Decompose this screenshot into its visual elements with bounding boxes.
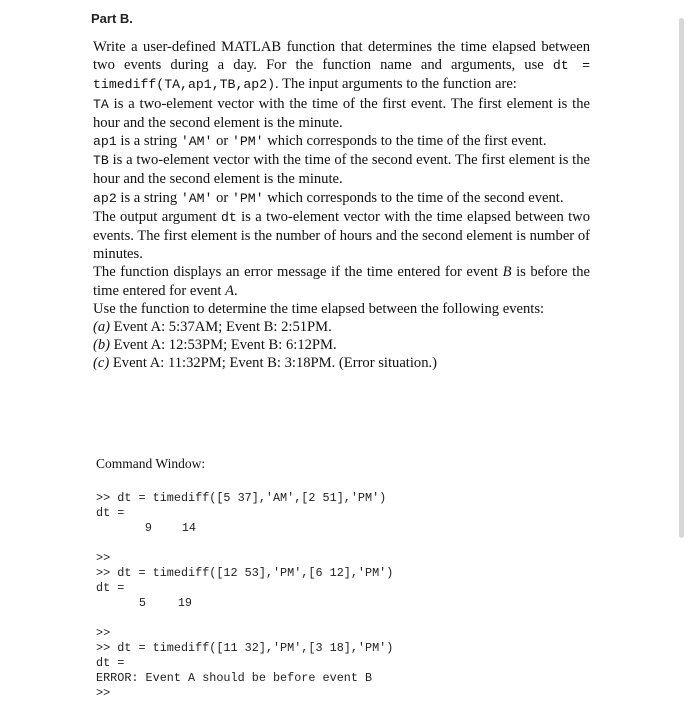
event-item-c: (c) Event A: 11:32PM; Event B: 3:18PM. (Error situation.) bbox=[93, 355, 438, 372]
console-result-row bbox=[96, 521, 576, 536]
console-command: >> dt = timediff([11 32],'PM',[3 18],'PM') bbox=[96, 641, 394, 655]
use-paragraph: Use the function to determine the time elapsed between the following events: bbox=[93, 300, 545, 317]
arg-name: TB bbox=[93, 153, 109, 169]
console-error: ERROR: Event A should be before event B bbox=[96, 671, 373, 685]
console-prompt: >> bbox=[96, 626, 111, 640]
problem-text bbox=[93, 38, 590, 373]
arg-name: TA bbox=[93, 96, 109, 112]
console-command: >> dt = timediff([5 37],'AM',[2 51],'PM') bbox=[96, 491, 387, 505]
console-dt-label: dt = bbox=[96, 581, 125, 595]
result-minutes: 19 bbox=[177, 596, 192, 610]
event-item-a: (a) Event A: 5:37AM; Event B: 2:51PM. bbox=[93, 319, 332, 336]
function-signature: dt = timediff(TA,ap1,TB,ap2) bbox=[93, 58, 590, 93]
console-dt-label: dt = bbox=[96, 656, 125, 670]
intro-paragraph: Write a user-defined MATLAB function that determines the time elapsed between two events during a day. For the function name and arguments, use dt = timediff(TA,ap1,TB,ap2). The input arguments to the function are: bbox=[93, 39, 590, 93]
arg-ap2: ap2 is a string 'AM' or 'PM' which corresponds to the time of the second event. bbox=[93, 189, 564, 206]
console-dt-label: dt = bbox=[96, 506, 125, 520]
console-result-row bbox=[96, 596, 576, 611]
arg-name: ap1 bbox=[93, 134, 117, 150]
console-prompt: >> bbox=[96, 551, 111, 565]
result-hours: 5 bbox=[138, 596, 146, 610]
arg-tb: TB is a two-element vector with the time of the second event. The first element is the hour and the second element is the minute. bbox=[93, 152, 590, 188]
scrollbar[interactable] bbox=[679, 18, 684, 538]
command-window-title: Command Window: bbox=[96, 456, 206, 471]
error-paragraph: The function displays an error message if the time entered for event B is before the time entered for event A. bbox=[93, 264, 591, 299]
event-item-b: (b) Event A: 12:53PM; Event B: 6:12PM. bbox=[93, 337, 337, 354]
console-command: >> dt = timediff([12 53],'PM',[6 12],'PM') bbox=[96, 566, 394, 580]
arg-name: ap2 bbox=[93, 190, 117, 206]
part-heading: Part B. bbox=[91, 11, 133, 26]
result-minutes: 14 bbox=[181, 521, 196, 535]
output-paragraph: The output argument dt is a two-element vector with the time elapsed between two events. The first element is the number of hours and the second element is number of minutes. bbox=[93, 208, 590, 263]
arg-ap1: ap1 is a string 'AM' or 'PM' which corresponds to the time of the first event. bbox=[93, 133, 547, 150]
arg-ta: TA is a two-element vector with the time of the first event. The first element is the hour and the second element is the minute. bbox=[93, 95, 590, 131]
command-window-output bbox=[96, 491, 576, 701]
console-prompt: >> bbox=[96, 686, 111, 700]
result-hours: 9 bbox=[144, 521, 152, 535]
